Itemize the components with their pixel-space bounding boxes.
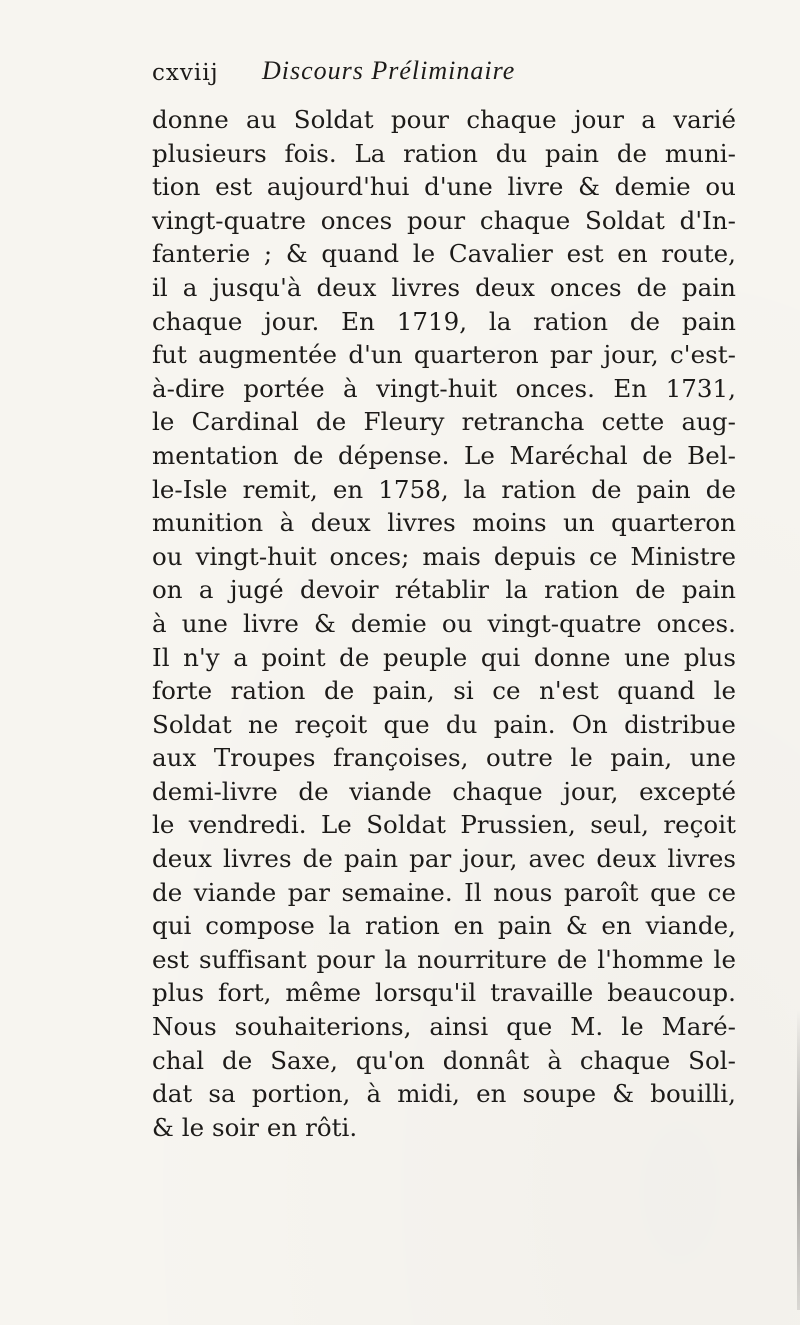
- text-line: deux livres de pain par jour, avec deux livres: [152, 844, 736, 874]
- text-line: mentation de dépense. Le Maréchal de Bel-: [152, 440, 736, 470]
- text-line: chal de Saxe, qu'on donnât à chaque Sol-: [152, 1045, 736, 1075]
- text-line: le vendredi. Le Soldat Prussien, seul, reçoit: [152, 810, 736, 840]
- text-line: fanterie ; & quand le Cavalier est en route,: [152, 239, 736, 269]
- text-line: tion est aujourd'hui d'une livre & demie ou: [152, 172, 736, 202]
- page-number: cxviij: [152, 60, 219, 86]
- text-line: Il n'y a point de peuple qui donne une plus: [152, 642, 736, 672]
- text-line: donne au Soldat pour chaque jour a varié: [152, 105, 736, 134]
- text-line: & le soir en rôti.: [152, 1112, 358, 1142]
- text-line: ou vingt-huit onces; mais depuis ce Ministre: [152, 541, 736, 571]
- text-line: il a jusqu'à deux livres deux onces de pain: [152, 272, 736, 302]
- text-line: aux Troupes françoises, outre le pain, une: [152, 743, 736, 773]
- text-line: chaque jour. En 1719, la ration de pain: [152, 306, 736, 336]
- running-title: Discours Préliminaire: [262, 56, 516, 85]
- running-head: [152, 52, 712, 92]
- text-line: on a jugé devoir rétablir la ration de pain: [152, 575, 736, 605]
- text-line: est suffisant pour la nourriture de l'homme le: [152, 944, 736, 974]
- text-line: le Cardinal de Fleury retrancha cette aug-: [152, 407, 736, 437]
- body-text: [152, 103, 736, 1144]
- text-line: vingt-quatre onces pour chaque Soldat d'In-: [152, 205, 736, 235]
- text-line: le-Isle remit, en 1758, la ration de pain de: [152, 474, 736, 504]
- text-line: de viande par semaine. Il nous paroît que ce: [152, 877, 736, 907]
- text-line: dat sa portion, à midi, en soupe & bouilli,: [152, 1079, 736, 1109]
- text-line: Nous souhaiterions, ainsi que M. le Maré-: [152, 1012, 736, 1042]
- text-line: forte ration de pain, si ce n'est quand le: [152, 676, 736, 706]
- text-line: à-dire portée à vingt-huit onces. En 1731,: [152, 373, 736, 403]
- text-line: fut augmentée d'un quarteron par jour, c'est-: [152, 340, 736, 370]
- text-line: munition à deux livres moins un quarteron: [152, 508, 736, 538]
- text-line: plus fort, même lorsqu'il travaille beaucoup.: [152, 978, 736, 1008]
- text-line: qui compose la ration en pain & en viande,: [152, 911, 736, 941]
- text-line: demi-livre de viande chaque jour, excepté: [152, 776, 736, 806]
- text-line: plusieurs fois. La ration du pain de muni-: [152, 138, 736, 168]
- text-line: Soldat ne reçoit que du pain. On distribue: [152, 709, 736, 739]
- text-line: à une livre & demie ou vingt-quatre onces.: [152, 608, 736, 638]
